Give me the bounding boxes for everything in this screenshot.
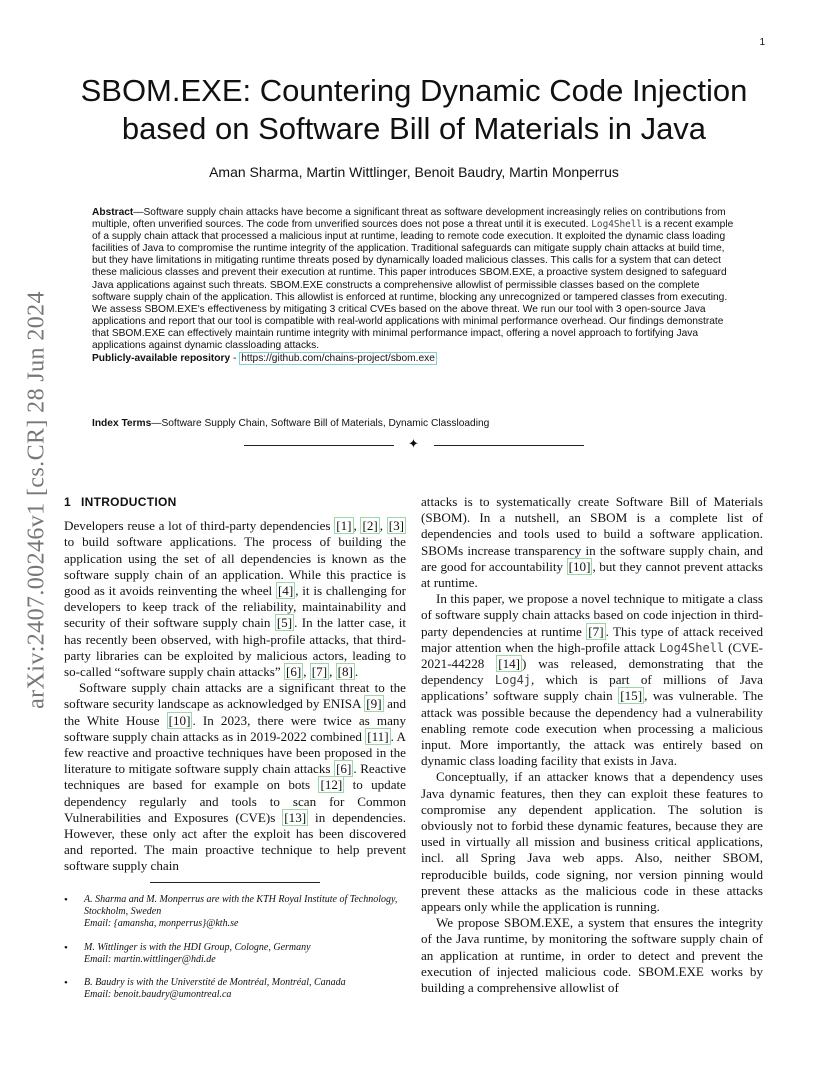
index-terms-label: Index Terms bbox=[92, 418, 152, 429]
abstract-part6: can effectively maintain runtime integrity with minimal performance impact, offering a novel approach to fortifying Java applications against dynamic classloading attacks. bbox=[92, 327, 699, 352]
abstract-text bbox=[92, 207, 738, 352]
text-span: , a system that ensures the integrity of the Java runtime, by monitoring the software supply chain of an application at runtime, in order to detect and prevent the execution of injected malicious code. SBOM. bbox=[421, 915, 763, 979]
exe-small-caps: EXE bbox=[678, 963, 704, 979]
text-span: We propose SBOM. bbox=[436, 915, 545, 931]
text-span: , bbox=[329, 664, 336, 680]
citation-link[interactable]: [5] bbox=[276, 615, 293, 631]
arxiv-identifier-stamp bbox=[22, 290, 52, 710]
title-prefix: SBOM. bbox=[80, 73, 181, 108]
abstract-part1: —Software supply chain attacks have become a significant threat as software development increasingly relies on contributions from multiple, often unverified sources. The code from unverified sources does not pose a threat until it is executed. bbox=[92, 207, 726, 231]
text-span: , bbox=[303, 664, 310, 680]
left-column bbox=[64, 494, 406, 875]
text-span: , bbox=[353, 518, 361, 534]
text-span: In this paper, we propose a novel technique to mitigate a class of software supply chain attacks based on code injection in third-party dependencies at runtime bbox=[421, 591, 763, 639]
footnotes bbox=[64, 894, 406, 1012]
text-span: . This type of attack received major attention when the high-profile attack bbox=[421, 623, 764, 655]
code-log4shell: Log4Shell bbox=[659, 640, 725, 655]
abstract-part2: is a recent example of a supply chain attack that processed a malicious input at runtime, leading to remote code execution. It exploited the dynamic class loading facilities of Java to compromise the runtime integrity of the application. Traditional safeguards can mitigate supply chain attacks at build time, but they have limitations in mitigating runtime threats posed by dynamically loaded malicious classes. This calls for a system that can detect these malicious classes and prevent their execution at runtime. This paper introduces SBOM. bbox=[92, 219, 734, 279]
intro-paragraph-6 bbox=[421, 915, 763, 996]
citation-link[interactable]: [6] bbox=[336, 761, 352, 777]
paper-title bbox=[50, 72, 778, 148]
section-title: INTRODUCTION bbox=[80, 495, 177, 509]
text-span: to build software applications. The process of building the application using the set of all dependencies is known as the software supply chain of an application. While this practice is good as it avoids reinventing the wheel bbox=[64, 534, 406, 599]
code-log4j: Log4j bbox=[494, 673, 532, 688]
text-span: attacks is to systematically create Software Bill of Materials (SBOM). In a nutshell, an SBOM is a complete list of dependencies and tools used to build a software application. SBOMs increase transparency in the software supply chain, and are good for accountability bbox=[421, 494, 763, 574]
text-span: works by building a comprehensive allowlist of bbox=[421, 963, 763, 996]
exe-small-caps: EXE bbox=[544, 915, 570, 931]
citation-link[interactable]: [6] bbox=[285, 664, 302, 680]
citation-link[interactable]: [1] bbox=[336, 518, 352, 534]
citation-link[interactable]: [14] bbox=[498, 656, 521, 672]
citation-link[interactable]: [11] bbox=[367, 728, 389, 744]
text-span: to update dependency regularly and tools to scan for Common Vulnerabilities and Exposures (CVE)s bbox=[64, 777, 406, 825]
arxiv-identifier-text: arXiv:2407.00246v1 [cs.CR] 28 Jun 2024 bbox=[23, 291, 50, 709]
citation-link[interactable]: [9] bbox=[366, 696, 382, 712]
footnote-affiliation: • B. Baudry is with the Universtité de Montréal, Montréal, Canada bbox=[84, 977, 346, 989]
intro-paragraph-4 bbox=[421, 591, 763, 769]
text-span: . In the latter case, it has recently been observed, with high-profile attacks, that third-party libraries can be exploited by malicious actors, leading to so-called “software supply chain attacks” bbox=[64, 615, 406, 680]
citation-link[interactable]: [8] bbox=[337, 664, 353, 680]
repository-separator: - bbox=[230, 353, 240, 365]
citation-link[interactable]: [7] bbox=[311, 664, 328, 680]
section-separator bbox=[244, 438, 584, 452]
citation-link[interactable]: [15] bbox=[620, 688, 643, 704]
abstract-part4: constructs a comprehensive allowlist of permissible classes based on the complete software supply chain of the application. This allowlist is enforced at runtime, blocking any unrecognized or tampered classes from executing. We assess SBOM. bbox=[92, 279, 728, 315]
footnote-email: Email: martin.wittlinger@hdi.de bbox=[84, 953, 216, 965]
text-span: , bbox=[379, 518, 387, 534]
footnote-email: Email: {amansha, monperrus}@kth.se bbox=[84, 918, 239, 930]
title-exe: EXE bbox=[180, 73, 243, 108]
text-span: . bbox=[354, 664, 359, 680]
citation-link[interactable]: [7] bbox=[588, 623, 604, 639]
citation-link[interactable]: [10] bbox=[168, 712, 191, 728]
citation-link[interactable]: [13] bbox=[284, 809, 307, 825]
section-number: 1 bbox=[64, 495, 71, 509]
text-span: Software supply chain attacks are a significant threat to the software security landscape as acknowledged by ENISA bbox=[64, 680, 406, 712]
right-column bbox=[421, 494, 763, 996]
footnote-rule bbox=[150, 882, 320, 883]
separator-star-icon: ✦ bbox=[408, 436, 419, 451]
abstract-part5: 's effectiveness by mitigating 3 critical CVEs based on the above threat. We run our tool with 3 open-source Java applications and report that our tool is compatible with real-world applications with minimal performance overhead. Our findings demonstrate that SBOM. bbox=[92, 303, 724, 339]
footnote-affiliation: • M. Wittlinger is with the HDI Group, Cologne, Germany bbox=[84, 941, 311, 953]
separator-line-left bbox=[244, 445, 394, 446]
index-terms bbox=[92, 418, 738, 429]
text-span: , it is challenging for developers to keep track of the reliability, maintainability and security of their software supply chain bbox=[64, 583, 406, 631]
intro-paragraph-1 bbox=[64, 518, 406, 680]
footnote-email: Email: benoit.baudry@umontreal.ca bbox=[84, 989, 232, 1001]
abstract bbox=[92, 207, 738, 365]
repository-line bbox=[92, 353, 738, 365]
citation-link[interactable]: [12] bbox=[320, 777, 343, 793]
text-span: . In 2023, there were twice as many software supply chain attacks as in 2019-2022 combined bbox=[64, 712, 407, 744]
page-number: 1 bbox=[759, 37, 765, 48]
footnote-item bbox=[64, 942, 406, 966]
abstract-log4shell: Log4Shell bbox=[591, 219, 643, 231]
title-suffix: : Countering Dynamic Code Injection bbox=[242, 73, 748, 108]
text-span: in dependencies. However, these only act after the exploit has been discovered and reported. The main proactive technique to help prevent software supply chain bbox=[64, 809, 406, 874]
footnote-item bbox=[64, 977, 406, 1001]
section-heading-introduction bbox=[64, 494, 406, 510]
text-span: , was vulnerable. The attack was possible because the dependency had a vulnerability enabling remote code execution when processing a malicious input. More importantly, the attack was entirely based on dynamic class loading facility that exists in Java. bbox=[421, 688, 764, 769]
citation-link[interactable]: [10] bbox=[568, 558, 591, 574]
text-span: Developers reuse a lot of third-party dependencies bbox=[64, 518, 335, 534]
index-terms-text: —Software Supply Chain, Software Bill of Materials, Dynamic Classloading bbox=[151, 418, 490, 429]
separator-line-right bbox=[434, 445, 584, 446]
title-line2: based on Software Bill of Materials in Java bbox=[121, 111, 707, 146]
abstract-exe-2: EXE bbox=[302, 279, 324, 291]
intro-paragraph-5: Conceptually, if an attacker knows that a dependency uses Java dynamic features, then they can exploit these features to compromise any dependent application. The solution is obviously not to forbid these dynamic features, because they are used in virtually all mission and business critical applications, incl. all Spring Java web apps. Also, neither SBOM, reproducible builds, code signing, nor version pinning would prevent these attacks as the malicious code in these attacks appears only while the application is running. bbox=[421, 769, 763, 915]
abstract-exe-3: EXE bbox=[177, 303, 198, 315]
abstract-label: Abstract bbox=[92, 207, 134, 218]
text-span: . A few reactive and proactive techniques have been proposed in the literature to mitigate software supply chain attacks bbox=[64, 728, 407, 777]
intro-paragraph-2 bbox=[64, 680, 406, 874]
abstract-part3: , a proactive system designed to safeguard Java applications against such threats. SBOM. bbox=[92, 267, 727, 291]
intro-paragraph-3 bbox=[421, 494, 763, 591]
author-list: Aman Sharma, Martin Wittlinger, Benoit Baudry, Martin Monperrus bbox=[209, 164, 619, 180]
abstract-exe-1: EXE bbox=[511, 267, 533, 279]
footnote-affiliation: • A. Sharma and M. Monperrus are with the KTH Royal Institute of Technology, Stockholm, Sweden bbox=[84, 894, 398, 918]
text-span: . Reactive techniques are based for example on bots bbox=[64, 761, 406, 793]
text-span: (CVE-2021-44228 bbox=[421, 639, 763, 672]
citation-link[interactable]: [2] bbox=[362, 518, 378, 534]
text-span: , but they cannot prevent attacks at runtime. bbox=[421, 558, 763, 591]
repository-label: Publicly-available repository bbox=[92, 353, 231, 365]
citation-link[interactable]: [4] bbox=[277, 583, 294, 599]
repository-link[interactable]: https://github.com/chains-project/sbom.exe bbox=[241, 353, 435, 365]
citation-link[interactable]: [3] bbox=[388, 518, 405, 534]
text-span: , which is part of millions of Java applications’ software supply chain bbox=[421, 672, 763, 704]
text-span: ) was released, demonstrating that the dependency bbox=[421, 656, 764, 688]
abstract-exe-4: EXE bbox=[144, 327, 166, 339]
footnote-item bbox=[64, 894, 406, 931]
text-span: and the White House bbox=[64, 696, 406, 728]
